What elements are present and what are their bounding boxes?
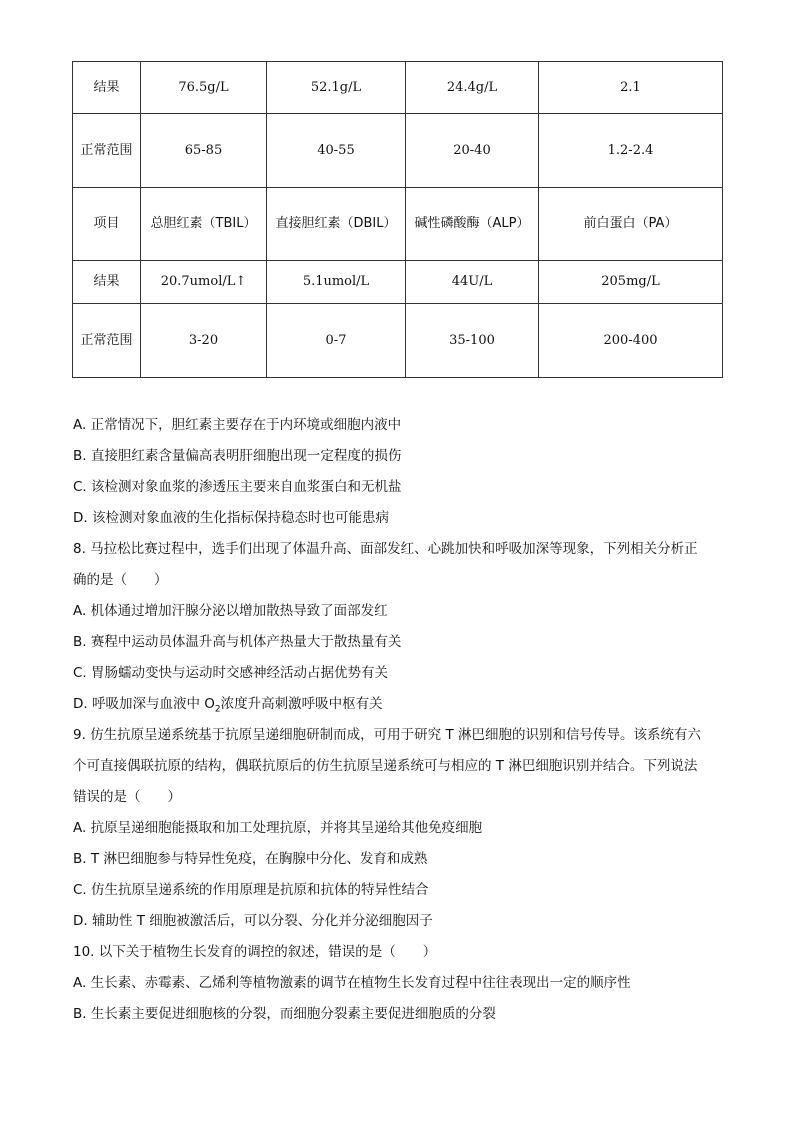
table-cell: 总胆红素（TBIL） [141, 188, 267, 261]
table-cell: 76.5g/L [141, 62, 267, 114]
q8-stem-cont: 确的是（ ） [73, 572, 168, 588]
q9-stem-end: 错误的是（ ） [73, 789, 181, 805]
q9-option-a: A. 抗原呈递细胞能摄取和加工处理抗原，并将其呈递给其他免疫细胞 [73, 820, 483, 836]
table-cell: 24.4g/L [406, 62, 539, 114]
q10-option-a: A. 生长素、赤霉素、乙烯利等植物激素的调节在植物生长发育过程中往往表现出一定的顺序性 [73, 975, 631, 991]
q8-option-d: D. 呼吸加深与血液中 $O_2$浓度升高刺激呼吸中枢有关 [73, 696, 383, 715]
table-cell: 200-400 [539, 304, 723, 378]
table-cell: 3-20 [141, 304, 267, 378]
table-cell: 前白蛋白（PA） [539, 188, 723, 261]
q7-option-c: C. 该检测对象血浆的渗透压主要来自血浆蛋白和无机盐 [73, 479, 402, 495]
table-cell: 52.1g/L [267, 62, 406, 114]
table-cell: 5.1umol/L [267, 261, 406, 304]
q7-option-b: B. 直接胆红素含量偏高表明肝细胞出现一定程度的损伤 [73, 448, 402, 464]
q9-stem: 9. 仿生抗原呈递系统基于抗原呈递细胞研制而成，可用于研究 T 淋巴细胞的识别和信号传导。该系统有六 [73, 727, 701, 743]
table-cell: 结果 [73, 261, 141, 304]
question-text [73, 410, 733, 1030]
q7-option-a: A. 正常情况下，胆红素主要存在于内环境或细胞内液中 [73, 417, 402, 433]
table-cell: 20.7umol/L↑ [141, 261, 267, 304]
table-cell: 20-40 [406, 114, 539, 188]
table-row [73, 62, 723, 114]
q8-option-a: A. 机体通过增加汗腺分泌以增加散热导致了面部发红 [73, 603, 388, 619]
q8-option-b: B. 赛程中运动员体温升高与机体产热量大于散热量有关 [73, 634, 402, 650]
q9-option-c: C. 仿生抗原呈递系统的作用原理是抗原和抗体的特异性结合 [73, 882, 429, 898]
table-row [73, 188, 723, 261]
table-cell: 65-85 [141, 114, 267, 188]
q8-option-c: C. 胃肠蠕动变快与运动时交感神经活动占据优势有关 [73, 665, 389, 681]
table-cell: 40-55 [267, 114, 406, 188]
table-cell: 正常范围 [73, 114, 141, 188]
lab-results-table [72, 61, 723, 378]
table-row [73, 114, 723, 188]
table-cell: 35-100 [406, 304, 539, 378]
table-row [73, 261, 723, 304]
table-cell: 正常范围 [73, 304, 141, 378]
q8-stem: 8. 马拉松比赛过程中，选手们出现了体温升高、面部发红、心跳加快和呼吸加深等现象，下列相关分析正 [73, 541, 698, 557]
q10-option-b: B. 生长素主要促进细胞核的分裂，而细胞分裂素主要促进细胞质的分裂 [73, 1006, 496, 1022]
table-cell: 结果 [73, 62, 141, 114]
table-cell: 直接胆红素（DBIL） [267, 188, 406, 261]
q10-stem: 10. 以下关于植物生长发育的调控的叙述，错误的是（ ） [73, 944, 437, 960]
table-cell: 项目 [73, 188, 141, 261]
table-cell: 2.1 [539, 62, 723, 114]
q7-option-d: D. 该检测对象血液的生化指标保持稳态时也可能患病 [73, 510, 389, 526]
q9-stem-cont: 个可直接偶联抗原的结构，偶联抗原后的仿生抗原呈递系统可与相应的 T 淋巴细胞识别并结合。下列说法 [73, 758, 698, 774]
table-cell: 44U/L [406, 261, 539, 304]
table-cell: 205mg/L [539, 261, 723, 304]
q9-option-d: D. 辅助性 T 细胞被激活后，可以分裂、分化并分泌细胞因子 [73, 913, 433, 929]
table-row [73, 304, 723, 378]
q9-option-b: B. T 淋巴细胞参与特异性免疫，在胸腺中分化、发育和成熟 [73, 851, 428, 867]
table-cell: 0-7 [267, 304, 406, 378]
table-cell: 碱性磷酸酶（ALP） [406, 188, 539, 261]
table-cell: 1.2-2.4 [539, 114, 723, 188]
